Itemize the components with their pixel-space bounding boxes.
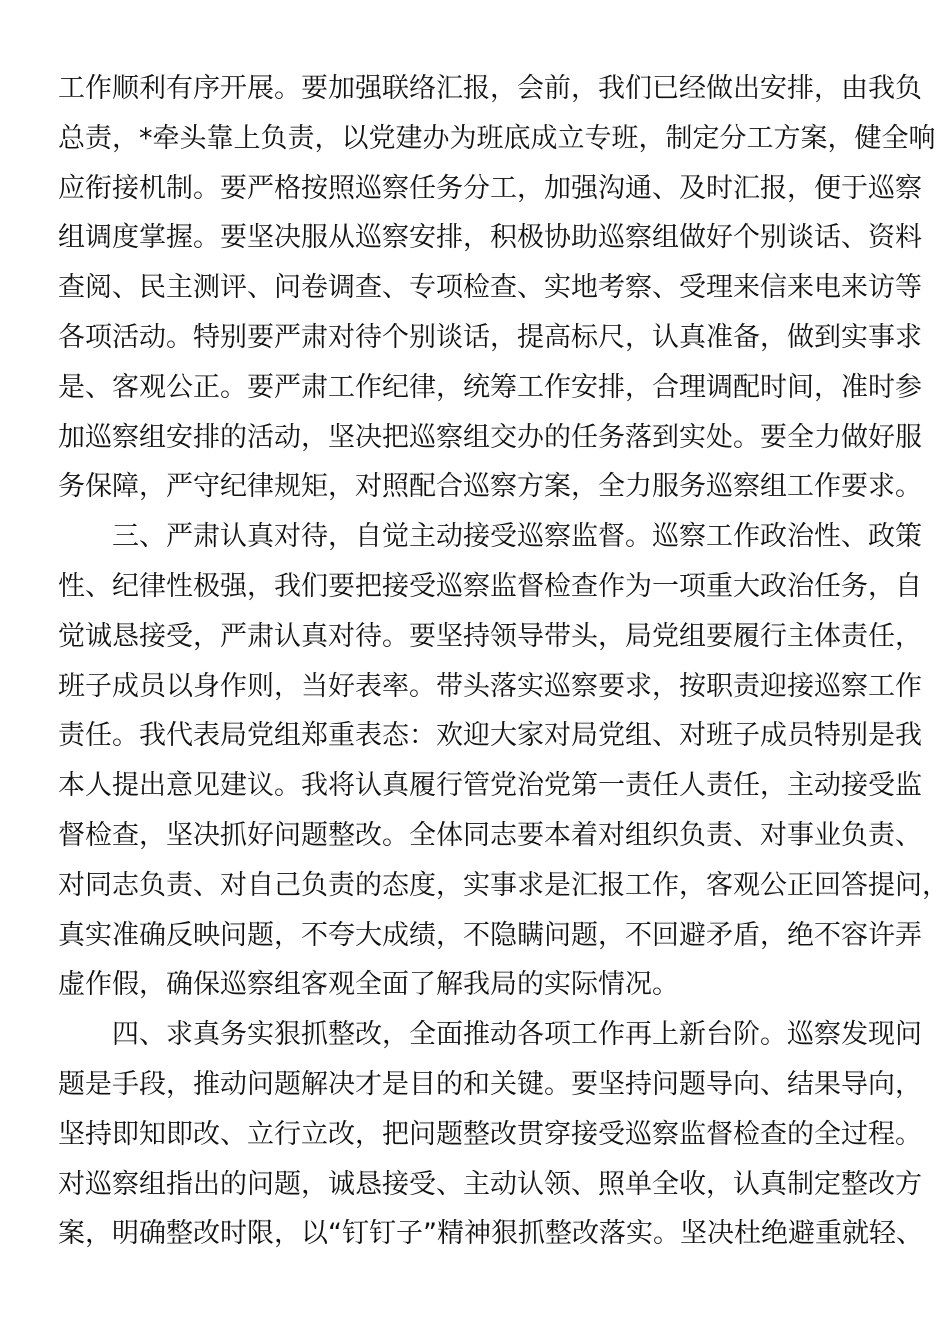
document-page bbox=[58, 64, 949, 1259]
text-line: 加巡察组安排的活动，坚决把巡察组交办的任务落到实处。要全力做好服 bbox=[58, 421, 922, 453]
text-line: 性、纪律性极强，我们要把接受巡察监督检查作为一项重大政治任务，自 bbox=[58, 570, 922, 602]
text-line: 总责，*牵头靠上负责，以党建办为班底成立专班，制定分工方案，健全响 bbox=[58, 122, 936, 154]
text-line: 组调度掌握。要坚决服从巡察安排，积极协助巡察组做好个别谈话、资料 bbox=[58, 222, 922, 254]
text-line: 觉诚恳接受，严肃认真对待。要坚持领导带头，局党组要履行主体责任， bbox=[58, 620, 922, 652]
text-line: 案，明确整改时限，以“钉钉子”精神狠抓整改落实。坚决杜绝避重就轻、 bbox=[58, 1218, 923, 1250]
text-line: 真实准确反映问题，不夸大成绩，不隐瞒问题，不回避矛盾，绝不容许弄 bbox=[58, 919, 922, 951]
paragraph-section-three bbox=[58, 512, 949, 1010]
paragraph-continuation bbox=[58, 64, 936, 512]
text-line: 虚作假，确保巡察组客观全面了解我局的实际情况。 bbox=[58, 969, 679, 1001]
text-line: 坚持即知即改、立行立改，把问题整改贯穿接受巡察监督检查的全过程。 bbox=[58, 1118, 922, 1150]
text-line: 工作顺利有序开展。要加强联络汇报，会前，我们已经做出安排，由我负 bbox=[58, 73, 922, 104]
text-line: 四、求真务实狠抓整改，全面推动各项工作再上新台阶。巡察发现问 bbox=[112, 1019, 922, 1051]
text-line: 督检查，坚决抓好问题整改。全体同志要本着对组织负责、对事业负责、 bbox=[58, 819, 922, 851]
text-line: 对同志负责、对自己负责的态度，实事求是汇报工作，客观公正回答提问， bbox=[58, 869, 949, 901]
text-line: 是、客观公正。要严肃工作纪律，统筹工作安排，合理调配时间，准时参 bbox=[58, 371, 922, 403]
text-line: 本人提出意见建议。我将认真履行管党治党第一责任人责任，主动接受监 bbox=[58, 770, 922, 802]
text-line: 题是手段，推动问题解决才是目的和关键。要坚持问题导向、结果导向， bbox=[58, 1068, 922, 1100]
text-line: 各项活动。特别要严肃对待个别谈话，提高标尺，认真准备，做到实事求 bbox=[58, 321, 922, 353]
text-line: 查阅、民主测评、问卷调查、专项检查、实地考察、受理来信来电来访等 bbox=[58, 272, 922, 304]
text-line: 责任。我代表局党组郑重表态：欢迎大家对局党组、对班子成员特别是我 bbox=[58, 720, 922, 752]
text-line: 对巡察组指出的问题，诚恳接受、主动认领、照单全收，认真制定整改方 bbox=[58, 1168, 922, 1200]
text-line: 班子成员以身作则，当好表率。带头落实巡察要求，按职责迎接巡察工作 bbox=[58, 670, 922, 702]
paragraph-section-four bbox=[58, 1010, 923, 1259]
text-line: 三、严肃认真对待，自觉主动接受巡察监督。巡察工作政治性、政策 bbox=[112, 521, 922, 553]
text-line: 务保障，严守纪律规矩，对照配合巡察方案，全力服务巡察组工作要求。 bbox=[58, 471, 922, 503]
text-line: 应衔接机制。要严格按照巡察任务分工，加强沟通、及时汇报，便于巡察 bbox=[58, 172, 922, 204]
